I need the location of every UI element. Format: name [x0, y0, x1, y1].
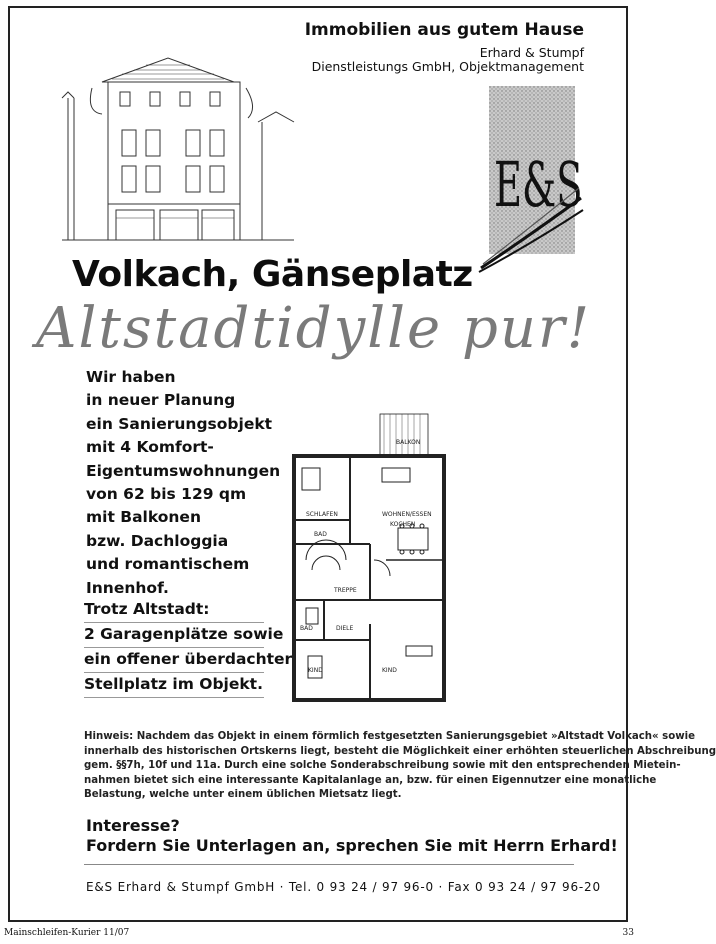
room-bad-2: BAD — [300, 625, 313, 632]
feature-line: Innenhof. — [86, 578, 169, 597]
company-line-1: Erhard & Stumpf — [479, 45, 584, 60]
parking-list — [84, 598, 293, 698]
floor-plan — [286, 410, 450, 704]
notice-line: innerhalb des historischen Ortskerns liegt, besteht die Möglichkeit einer erhöhten steuerlichen Abschreibung — [84, 745, 716, 757]
page-number: 33 — [622, 928, 634, 938]
contact-line: E&S Erhard & Stumpf GmbH · Tel. 0 93 24 / 97 96-0 · Fax 0 93 24 / 97 96-20 — [86, 880, 601, 894]
parking-line: Stellplatz im Objekt. — [84, 673, 264, 698]
parking-line: Trotz Altstadt: — [84, 598, 264, 623]
feature-line: mit 4 Komfort- — [86, 438, 214, 457]
building-drawing — [62, 52, 294, 248]
interest-question: Interesse? — [86, 816, 180, 835]
company-line-2: Dienstleistungs GmbH, Objektmanagement — [311, 59, 584, 74]
notice-line: nahmen bietet sich eine interessante Kapitalanlage an, bzw. für einen Eigennutzer eine monatliche — [84, 774, 657, 786]
feature-list — [86, 366, 306, 600]
logo-text: E&S — [493, 149, 583, 222]
parking-line: 2 Garagenplätze sowie — [84, 623, 264, 648]
feature-line: und romantischem — [86, 555, 250, 574]
room-diele: DIELE — [336, 625, 354, 632]
publication-name: Mainschleifen-Kurier 11/07 — [4, 928, 130, 938]
feature-line: in neuer Planung — [86, 391, 236, 410]
room-treppe: TREPPE — [334, 587, 357, 594]
room-kind-1: KIND — [308, 667, 323, 674]
feature-line: bzw. Dachloggia — [86, 531, 229, 550]
feature-line: mit Balkonen — [86, 508, 201, 527]
feature-line: ein Sanierungsobjekt — [86, 414, 273, 433]
tax-notice — [84, 730, 716, 803]
room-kind-2: KIND — [382, 667, 397, 674]
es-logo — [489, 86, 581, 274]
notice-line: Hinweis: Nachdem das Objekt in einem förmlich festgesetzten Sanierungsgebiet »Altstadt Volkach« sowie — [84, 731, 696, 742]
parking-line: ein offener überdachter — [84, 648, 264, 673]
room-bad-1: BAD — [314, 531, 327, 538]
room-kochen: KOCHEN — [390, 521, 416, 528]
divider — [84, 864, 574, 865]
company-name — [312, 46, 584, 74]
headline: Volkach, Gänseplatz — [72, 254, 473, 295]
room-wohnen: WOHNEN/ESSEN — [382, 511, 432, 518]
room-schlafen: SCHLAFEN — [306, 511, 338, 518]
call-to-action: Fordern Sie Unterlagen an, sprechen Sie mit Herrn Erhard! — [86, 836, 618, 855]
header-tagline: Immobilien aus gutem Hause — [304, 20, 584, 40]
feature-line: Wir haben — [86, 368, 176, 386]
notice-line: Belastung, welche unter einem üblichen Mietsatz liegt. — [84, 789, 402, 801]
feature-line: von 62 bis 129 qm — [86, 485, 247, 504]
room-balkon: BALKON — [396, 439, 421, 446]
notice-line: gem. §§7h, 10f und 11a. Durch eine solche Sonderabschreibung sowie mit den entsprechenden Mietein- — [84, 760, 681, 772]
slogan: Altstadtidylle pur! — [36, 296, 592, 361]
feature-line: Eigentumswohnungen — [86, 461, 281, 480]
